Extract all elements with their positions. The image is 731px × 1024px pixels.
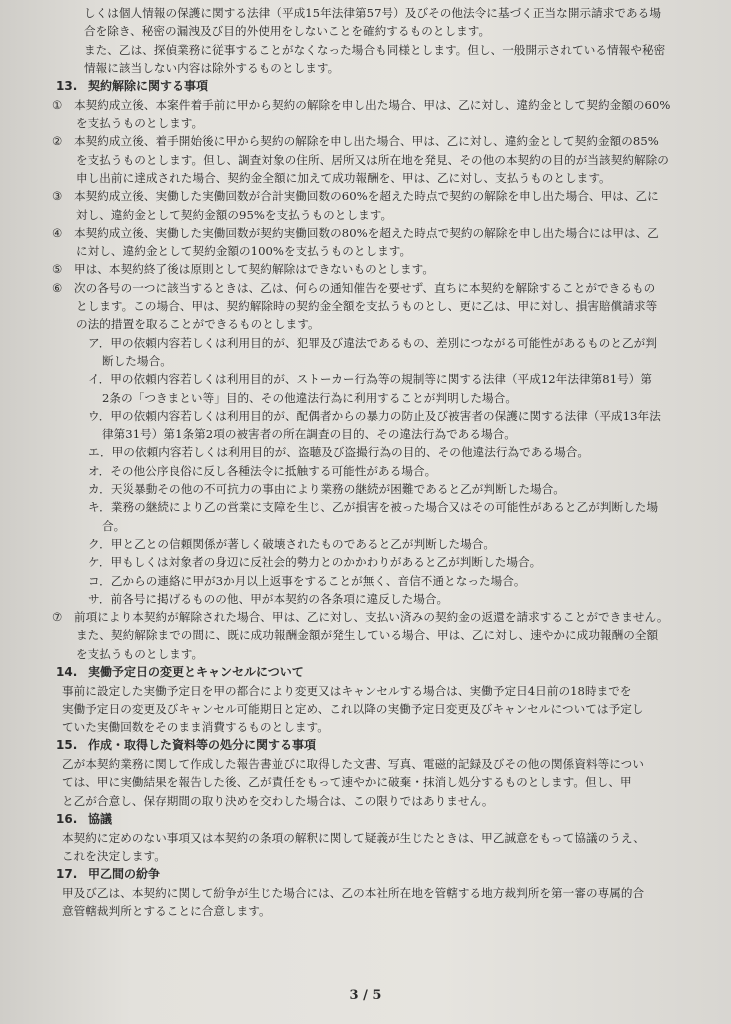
text-line: 事前に設定した実働予定日を甲の都合により変更又はキャンセルする場合は、実働予定日4日前の18時までを [62,683,632,698]
sub-item-i-cont: 2条の「つきまとい等」目的、その他違法行為に利用することが判明した場合。 [102,390,517,405]
sub-item-ki-cont: 合。 [102,518,126,533]
sub-item-ka: カ．天災暴動その他の不可抗力の事由により業務の継続が困難であると乙が判断した場合。 [88,482,565,497]
section-15-heading [50,736,691,755]
clause-number: ① [52,97,63,112]
section-16-body [50,829,691,866]
text-line: ては、甲に実働結果を報告した後、乙が責任をもって速やかに破棄・抹消し処分するものとします。但し、甲 [62,775,632,790]
sub-item-marker: キ． [88,500,111,515]
clause-number: ④ [52,225,63,240]
clause-6-line: ⑥ 次の各号の一つに該当するときは、乙は、何らの通知催告を要せず、直ちに本契約を解除することができるもの [52,279,691,297]
sub-item-a: ア．甲の依頼内容若しくは利用目的が、犯罪及び違法であるもの、差別につながる可能性があるものと乙が判 [88,335,657,350]
section-13-body [50,96,691,663]
section-15-body [50,755,691,810]
text-line: 実働予定日の変更及びキャンセル可能期日と定め、これ以降の実働予定日変更及びキャンセルについては予定し [62,701,644,716]
clause-3-line: 対し、違約金として契約金額の95%を支払うものとします。 [76,207,393,222]
section-14-body [50,682,691,737]
sub-item-ko: コ．乙からの連絡に甲が3か月以上返事をすることが無く、音信不通となった場合。 [88,573,526,588]
page-number: 3 / 5 [349,988,382,1003]
clause-number: ② [52,134,63,149]
section-title: 契約解除に関する事項 [88,79,209,94]
text-line: ていた実働回数をそのまま消費するものとします。 [62,720,329,735]
clause-4-line: に対し、違約金として契約金額の100%を支払うものとします。 [76,244,412,259]
clause-2-line: を支払うものとします。但し、調査対象の住所、居所又は所在地を発見、その他の本契約の目的が当該契約解除の [76,152,669,167]
section-number: 17. [56,867,78,882]
sub-item-marker: ケ． [88,555,111,570]
sub-item-e: エ．甲の依頼内容若しくは利用目的が、盗聴及び盗撮行為の目的、その他違法行為である場合。 [88,445,590,460]
clause-3-line: ③ 本契約成立後、実働した実働回数が合計実働回数の60%を超えた時点で契約の解除を申し出た場合、甲は、乙に [52,187,691,205]
sub-item-marker: サ． [88,591,111,606]
text-line: 情報に該当しない内容は除外するものとします。 [84,60,340,75]
sub-item-marker: ク． [88,536,111,551]
clause-4-line: ④ 本契約成立後、実働した実働回数が契約実働回数の80%を超えた時点で契約の解除を申し出た場合には甲は、乙 [52,224,691,242]
section-16-heading [50,810,691,829]
section-number: 14. [56,664,78,679]
section-13-heading [50,77,691,96]
clause-number: ⑤ [52,262,63,277]
clause-number: ⑥ [52,280,63,295]
clause-7-line: また、契約解除までの間に、既に成功報酬金額が発生している場合、甲は、乙に対し、速やかに成功報酬の全額 [76,628,659,643]
clause-number: ③ [52,189,63,204]
sub-item-ku: ク．甲と乙との信頼関係が著しく破壊されたものであると乙が判断した場合。 [88,536,496,551]
text-line: 意管轄裁判所とすることに合意します。 [62,904,271,919]
clause-1-line: ① 本契約成立後、本案件着手前に甲から契約の解除を申し出た場合、甲は、乙に対し、違約金として契約金額の60% [52,96,691,114]
sub-item-i: イ．甲の依頼内容若しくは利用目的が、ストーカー行為等の規制等に関する法律（平成12年法律第81号）第 [88,372,653,387]
section-title: 甲乙間の紛争 [88,867,161,882]
clause-7-line: ⑦ 前項により本契約が解除された場合、甲は、乙に対し、支払い済みの契約金の返還を請求することができません。 [52,608,691,626]
sub-item-marker: ウ． [88,408,111,423]
clause-7-line: を支払うものとします。 [76,646,204,661]
text-line: 合を除き、秘密の漏洩及び目的外使用をしないことを確約するものとします。 [84,24,491,39]
sub-item-ki: キ．業務の継続により乙の営業に支障を生じ、乙が損害を被った場合又はその可能性があると乙が判断した場 [88,500,659,515]
section-17-heading [50,865,691,884]
sub-item-marker: カ． [88,482,111,497]
section-17-body [50,884,691,921]
clause-5-line: ⑤ 甲は、本契約終了後は原則として契約解除はできないものとします。 [52,260,691,278]
section-title: 協議 [88,811,113,826]
text-line: これを決定します。 [62,848,166,863]
section-title: 作成・取得した資料等の処分に関する事項 [88,738,317,753]
sub-item-marker: イ． [88,372,111,387]
clause-2-line: ② 本契約成立後、着手開始後に甲から契約の解除を申し出た場合、甲は、乙に対し、違約金として契約金額の85% [52,132,691,150]
text-line: 甲及び乙は、本契約に関して紛争が生じた場合には、乙の本社所在地を管轄する地方裁判所を第一審の専属的合 [62,885,645,900]
section-number: 13. [56,79,78,94]
clause-number: ⑦ [52,610,63,625]
sub-item-marker: オ． [88,463,111,478]
section-number: 15. [56,738,78,753]
sub-item-marker: エ． [88,445,112,460]
sub-item-o: オ．その他公序良俗に反し各種法令に抵触する可能性がある場合。 [88,463,437,478]
sub-item-ke: ケ．甲もしくは対象者の身辺に反社会的勢力とのかかわりがあると乙が判断した場合。 [88,555,542,570]
text-line: と乙が合意し、保存期間の取り決めを交わした場合は、この限りではありません。 [62,793,494,808]
text-line: 本契約に定めのない事項又は本契約の条項の解釈に関して疑義が生じたときは、甲乙誠意をもって協議のうえ、 [62,830,645,845]
clause-2-line: 申し出前に達成された場合、契約金全額に加えて成功報酬を、甲は、乙に対し、支払うものとします。 [76,170,611,185]
text-line: しくは個人情報の保護に関する法律（平成15年法律第57号）及びその他法令に基づく正当な開示請求である場 [84,6,661,20]
sub-item-marker: コ． [88,573,111,588]
clause-6-line: の法的措置を取ることができるものとします。 [76,317,320,332]
sub-item-marker: ア． [88,335,111,350]
text-line: 乙が本契約業務に関して作成した報告書並びに取得した文書、写真、電磁的記録及びその他の関係資料等につい [62,757,644,772]
section-title: 実働予定日の変更とキャンセルについて [88,664,304,679]
intro-paragraph [50,4,691,77]
clause-1-line: を支払うものとします。 [76,116,204,131]
section-number: 16. [56,811,78,826]
sub-item-sa: サ．前各号に掲げるものの他、甲が本契約の各条項に違反した場合。 [88,591,449,606]
clause-6-line: とします。この場合、甲は、契約解除時の契約金全額を支払うものとし、更に乙は、甲に対し、損害賠償請求等 [76,299,658,314]
sub-item-a-cont: 断した場合。 [102,353,172,368]
section-14-heading [50,663,691,682]
sub-item-u: ウ．甲の依頼内容若しくは利用目的が、配偶者からの暴力の防止及び被害者の保護に関する法律（平成13年法 [88,408,661,423]
sub-item-u-cont: 律第31号）第1条第2項の被害者の所在調査の目的、その違法行為である場合。 [102,427,516,442]
text-line: また、乙は、探偵業務に従事することがなくなった場合も同様とします。但し、一般開示されている情報や秘密 [84,42,666,57]
